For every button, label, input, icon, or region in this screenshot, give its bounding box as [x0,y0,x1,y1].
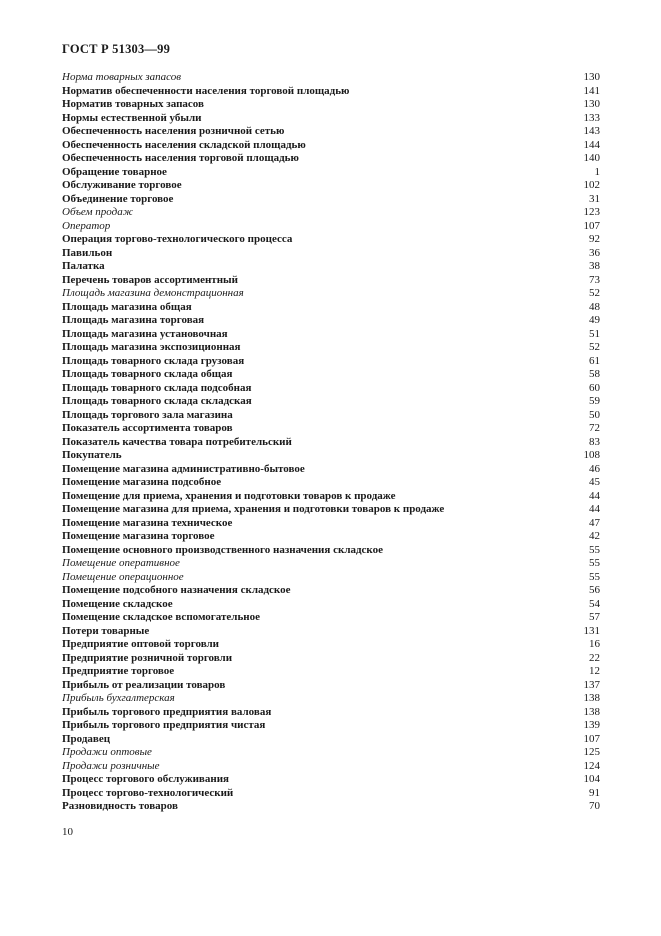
index-entry [62,544,600,558]
index-term: Обеспеченность населения торговой площадью [62,152,299,164]
index-entry [62,71,600,85]
index-entry [62,233,600,247]
index-term: Обеспеченность населения складской площадью [62,138,306,151]
index-page-ref: 51 [589,327,600,340]
index-entry [62,328,600,342]
index-page-ref: 130 [583,98,600,110]
index-entry [62,314,600,328]
index-page-ref: 130 [583,71,600,83]
index-term: Процесс торгового обслуживания [62,773,229,785]
index-entry [62,463,600,477]
index-page-ref: 45 [589,476,600,488]
index-entry [62,530,600,544]
index-term: Оператор [62,219,111,232]
index-entry [62,449,600,463]
index-entry [62,665,600,679]
index-entry [62,85,600,99]
index-term: Операция торгово-технологического процесса [62,233,293,245]
index-entry [62,746,600,760]
index-term: Площадь магазина установочная [62,327,228,340]
index-page-ref: 55 [589,570,600,583]
index-entry [62,301,600,315]
index-entry [62,760,600,774]
index-page-ref: 52 [589,341,600,353]
index-term: Площадь товарного склада общая [62,368,233,380]
index-entry [62,368,600,382]
index-page-ref: 61 [589,354,600,367]
index-term: Площадь магазина демонстрационная [62,287,244,299]
index-entry [62,611,600,625]
document-header: ГОСТ Р 51303—99 [62,42,171,56]
index-term: Площадь товарного склада грузовая [62,354,245,367]
index-term: Помещение основного производственного назначения складское [62,543,384,556]
index-term: Помещение подсобного назначения складское [62,584,291,596]
index-entry [62,382,600,396]
index-entry [62,490,600,504]
index-entry [62,220,600,234]
index-page-ref: 139 [583,719,600,731]
index-term: Продавец [62,732,111,745]
index-entry [62,179,600,193]
index-page-ref: 1 [594,165,600,178]
index-page-ref: 102 [583,179,600,191]
index-page-ref: 107 [583,219,600,232]
index-entry [62,409,600,423]
index-term: Показатель качества товара потребительский [62,435,292,448]
index-entry [62,287,600,301]
index-page-ref: 44 [589,503,600,515]
index-entry [62,598,600,612]
index-term: Нормы естественной убыли [62,111,202,124]
index-term: Площадь торгового зала магазина [62,408,233,421]
index-page-ref: 83 [589,435,600,448]
index-page-ref: 123 [583,206,600,218]
index-page-ref: 52 [589,287,600,299]
index-entry [62,800,600,814]
index-term: Площадь товарного склада подсобная [62,381,252,394]
index-term: Помещение магазина техническое [62,516,233,529]
index-page-ref: 31 [589,192,600,205]
index-term: Обслуживание торговое [62,179,182,191]
index-page-ref: 124 [583,759,600,772]
index-page-ref: 55 [589,557,600,569]
index-page-ref: 72 [589,422,600,434]
index-page-ref: 92 [589,233,600,245]
index-page-ref: 138 [583,692,600,704]
index-entry [62,719,600,733]
index-page-ref: 141 [583,84,600,97]
index-page-ref: 104 [583,773,600,785]
index-page-ref: 125 [583,746,600,758]
index-entry [62,152,600,166]
index-page-ref: 91 [589,786,600,799]
index-page-ref: 133 [583,111,600,124]
index-page-ref: 50 [589,408,600,421]
index-page-ref: 54 [589,597,600,610]
index-term: Прибыль от реализации товаров [62,678,226,691]
index-term: Помещение для приема, хранения и подготовки товаров к продаже [62,489,396,502]
index-term: Площадь магазина экспозиционная [62,341,241,353]
index-page-ref: 12 [589,665,600,677]
index-term: Площадь магазина общая [62,300,192,313]
index-entry [62,652,600,666]
index-entry [62,706,600,720]
index-term: Помещение магазина для приема, хранения и подготовки товаров к продаже [62,503,445,515]
index-term: Помещение магазина административно-бытовое [62,462,305,475]
index-entry [62,787,600,801]
index-term: Процесс торгово-технологический [62,786,234,799]
index-term: Продажи розничные [62,759,160,772]
index-page-ref: 60 [589,381,600,394]
index-page-ref: 38 [589,260,600,272]
index-term: Норматив обеспеченности населения торговой площадью [62,84,350,97]
index-entry [62,517,600,531]
page-number: 10 [62,826,73,838]
index-page-ref: 107 [583,732,600,745]
index-term: Прибыль бухгалтерская [62,692,175,704]
index-term: Предприятие оптовой торговли [62,638,219,650]
index-entry [62,341,600,355]
index-term: Покупатель [62,449,122,461]
index-page-ref: 46 [589,462,600,475]
index-term: Предприятие торговое [62,665,175,677]
index-term: Норматив товарных запасов [62,98,204,110]
index-term: Прибыль торгового предприятия валовая [62,705,272,718]
index-term: Норма товарных запасов [62,71,182,83]
index-entry [62,112,600,126]
index-entry [62,436,600,450]
index-term: Площадь магазина торговая [62,314,205,326]
index-entry [62,422,600,436]
index-entry [62,98,600,112]
index-page-ref: 144 [583,138,600,151]
index-term: Павильон [62,246,113,259]
index-page-ref: 47 [589,516,600,529]
index-term: Показатель ассортимента товаров [62,422,233,434]
index-page-ref: 36 [589,246,600,259]
index-page-ref: 137 [583,678,600,691]
index-page-ref: 22 [589,651,600,664]
index-term: Объединение торговое [62,192,174,205]
index-page-ref: 73 [589,273,600,286]
index-entry [62,571,600,585]
index-term: Палатка [62,260,105,272]
index-term: Продажи оптовые [62,746,152,758]
index-page-ref: 49 [589,314,600,326]
index-page-ref: 48 [589,300,600,313]
index-entry [62,692,600,706]
index-term: Помещение складское вспомогательное [62,611,260,623]
index-term: Объем продаж [62,206,133,218]
index-entry [62,625,600,639]
index-term: Помещение оперативное [62,557,180,569]
index-page-ref: 70 [589,800,600,812]
term-index-list [62,71,600,814]
index-entry [62,638,600,652]
index-entry [62,274,600,288]
index-term: Перечень товаров ассортиментный [62,273,238,286]
index-page-ref: 59 [589,395,600,407]
index-term: Потери товарные [62,624,150,637]
index-entry [62,355,600,369]
index-page-ref: 44 [589,489,600,502]
index-page-ref: 108 [583,449,600,461]
index-entry [62,476,600,490]
index-term: Обращение товарное [62,165,167,178]
index-page-ref: 58 [589,368,600,380]
index-page-ref: 143 [583,125,600,137]
index-term: Помещение складское [62,597,173,610]
index-term: Разновидность товаров [62,800,178,812]
index-entry [62,503,600,517]
index-term: Предприятие розничной торговли [62,651,233,664]
index-entry [62,584,600,598]
index-entry [62,166,600,180]
index-page-ref: 55 [589,543,600,556]
index-term: Помещение магазина торговое [62,530,215,542]
index-entry [62,260,600,274]
index-entry [62,773,600,787]
index-page-ref: 57 [589,611,600,623]
index-page-ref: 16 [589,638,600,650]
index-entry [62,557,600,571]
index-entry [62,247,600,261]
index-term: Прибыль торгового предприятия чистая [62,719,266,731]
index-entry [62,206,600,220]
index-page-ref: 140 [583,152,600,164]
index-term: Помещение операционное [62,570,184,583]
index-term: Помещение магазина подсобное [62,476,222,488]
index-page-ref: 138 [583,705,600,718]
index-page-ref: 56 [589,584,600,596]
index-entry [62,125,600,139]
index-page-ref: 131 [583,624,600,637]
index-entry [62,733,600,747]
index-entry [62,679,600,693]
index-term: Обеспеченность населения розничной сетью [62,125,285,137]
index-entry [62,395,600,409]
index-page-ref: 42 [589,530,600,542]
index-entry [62,193,600,207]
index-term: Площадь товарного склада складская [62,395,252,407]
index-entry [62,139,600,153]
